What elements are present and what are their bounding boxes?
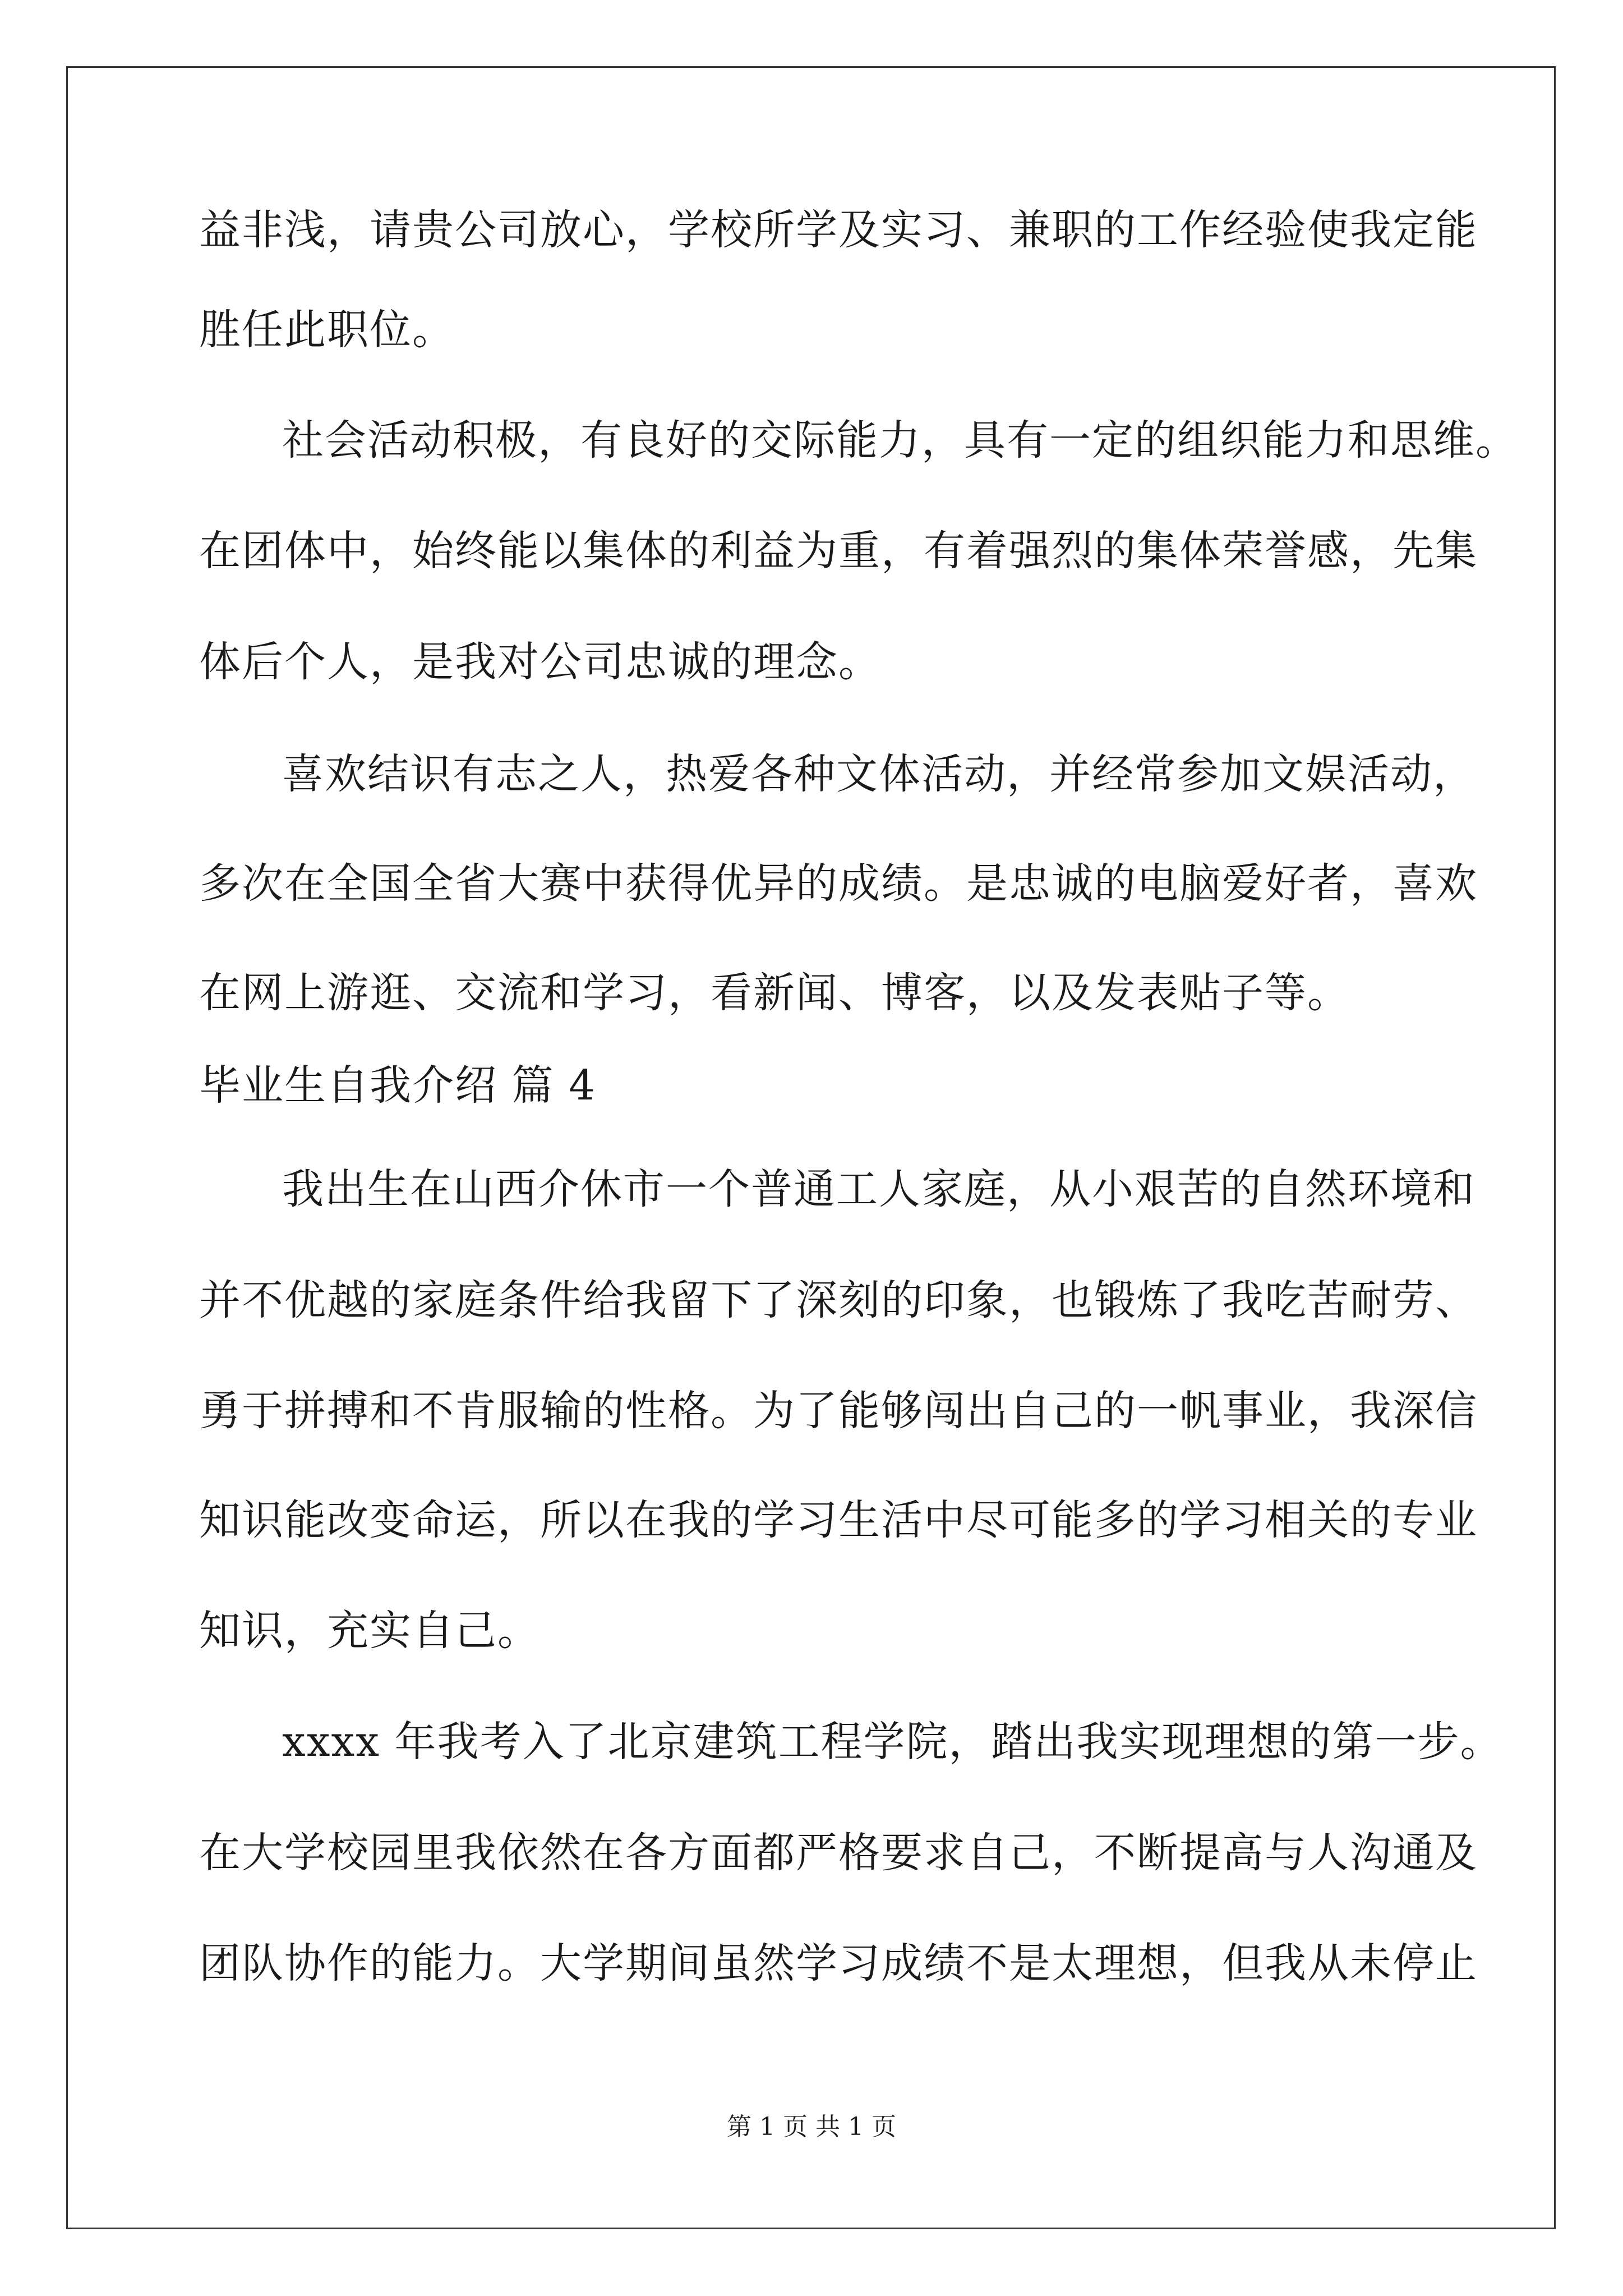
section-heading: 毕业生自我介绍 篇 4 bbox=[199, 1061, 597, 1110]
body-line-12: 知识能改变命运，所以在我的学习生活中尽可能多的学习相关的专业 bbox=[199, 1496, 1478, 1544]
body-line-1: 益非浅，请贵公司放心，学校所学及实习、兼职的工作经验使我定能 bbox=[199, 206, 1478, 254]
body-line-14: xxxx 年我考入了北京建筑工程学院，踏出我实现理想的第一步。 bbox=[282, 1718, 1503, 1766]
body-line-6: 喜欢结识有志之人，热爱各种文体活动，并经常参加文娱活动， bbox=[282, 750, 1476, 798]
body-line-15: 在大学校园里我依然在各方面都严格要求自己，不断提高与人沟通及 bbox=[199, 1829, 1478, 1877]
body-line-16: 团队协作的能力。大学期间虽然学习成绩不是太理想，但我从未停止 bbox=[199, 1939, 1478, 1987]
body-line-13: 知识，充实自己。 bbox=[199, 1607, 540, 1655]
body-line-10: 并不优越的家庭条件给我留下了深刻的印象，也锻炼了我吃苦耐劳、 bbox=[199, 1276, 1478, 1324]
page-footer: 第 1 页 共 1 页 bbox=[727, 2113, 896, 2141]
page-border bbox=[66, 66, 1556, 2229]
body-line-9: 我出生在山西介休市一个普通工人家庭，从小艰苦的自然环境和 bbox=[282, 1165, 1476, 1213]
body-line-7: 多次在全国全省大赛中获得优异的成绩。是忠诚的电脑爱好者，喜欢 bbox=[199, 859, 1478, 908]
body-line-2: 胜任此职位。 bbox=[199, 306, 455, 354]
body-line-11: 勇于拼搏和不肯服输的性格。为了能够闯出自己的一帆事业，我深信 bbox=[199, 1387, 1478, 1435]
body-line-3: 社会活动积极，有良好的交际能力，具有一定的组织能力和思维。 bbox=[282, 416, 1518, 464]
body-line-5: 体后个人，是我对公司忠诚的理念。 bbox=[199, 638, 881, 686]
body-line-4: 在团体中，始终能以集体的利益为重，有着强烈的集体荣誉感，先集 bbox=[199, 527, 1478, 575]
body-line-8: 在网上游逛、交流和学习，看新闻、博客，以及发表贴子等。 bbox=[199, 969, 1350, 1017]
